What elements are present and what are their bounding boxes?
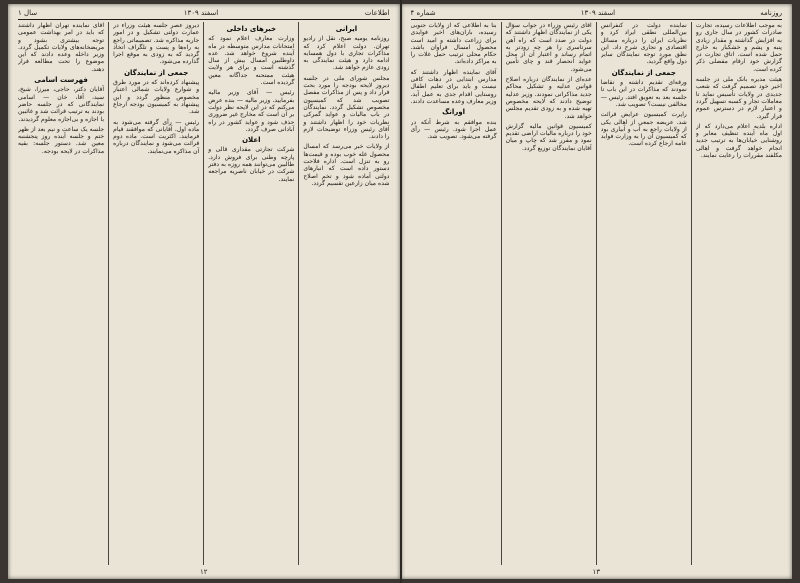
article-heading: جمعی از نمایندگان: [611, 68, 676, 77]
right-page-column-2: [601, 22, 692, 565]
article-paragraph: آقایان دکتر، حاجی، میرزا، شیخ، سید، آقا، خان — اسامی نمایندگانی که در جلسه حاضر بودند به ترتیب قرائت شد و غائبین با اجازه و بی‌اجازه معلوم گردیدند.: [18, 86, 105, 123]
article-paragraph: شرکت تجارتی مقداری قالی و پارچه وطنی برای فروش دارد. طالبین می‌توانند همه روزه به دفتر شرکت در خیابان ناصریه مراجعه نمایند.: [208, 146, 295, 183]
right-page-column-3: [506, 22, 597, 565]
article-paragraph: رئیس — رأی گرفته می‌شود به ماده اول. آقایانی که موافقند قیام فرمایند. اکثریت است. ماده دوم قرائت می‌شود و نمایندگان درباره آن مذاکره می‌نمایند.: [113, 118, 200, 155]
article-paragraph: ورقه‌ای تقدیم داشته و تقاضا نمودند که مذاکرات در این باب تا جلسه بعد به تعویق افتد. رئیس — مخالفی نیست؟ تصویب شد.: [600, 79, 687, 108]
article-paragraph: بنا به اطلاعی که از ولایات جنوبی رسیده، باران‌های اخیر فوایدی برای زراعت داشته و امید است محصول امسال فراوان باشد. حکام محلی ترتیب حمل غلات را به مراکز داده‌اند.: [410, 22, 497, 66]
left-page-column-2: [208, 22, 299, 565]
right-columns: [411, 22, 783, 565]
article-paragraph: مجلس شورای ملی در جلسه دیروز لایحه بودجه را مورد بحث قرار داد و پس از مذاکرات مفصل تصویب شد که کمیسیون مخصوص تشکیل گردد. نمایندگان در باب مالیات و عواید گمرکی نظریات خود را اظهار داشتند و آقای رئیس وزراء توضیحات لازم را دادند.: [303, 74, 390, 141]
right-page-column-1: [696, 22, 782, 565]
article-paragraph: دیروز عصر جلسه هیئت وزراء در عمارت دولتی تشکیل و در امور جاریه مذاکره شد. تصمیماتی راجع به راه‌ها و پست و تلگراف اتخاذ گردید که به زودی به موقع اجرا گذارده می‌شود.: [113, 22, 200, 66]
article-paragraph: به موجب اطلاعات رسیده، تجارت صادرات کشور در سال جاری رو به افزایش گذاشته و مقدار زیادی پنبه و پشم و خشکبار به خارج حمل شده است. اتاق تجارت در گزارش خود ارقام مفصلی ذکر کرده است.: [695, 22, 782, 73]
right-page: [401, 4, 793, 579]
left-header-center: اسفند ۱۳۰۹: [183, 9, 219, 17]
article-paragraph: جلسه یک ساعت و نیم بعد از ظهر ختم و جلسه آینده روز پنجشنبه معین شد. دستور جلسه: بقیه مذاکرات در لایحه بودجه.: [18, 125, 105, 155]
left-page: [8, 4, 401, 579]
left-page-column-1: [303, 22, 389, 565]
article-paragraph: وزارت معارف اعلام نمود که امتحانات مدارس متوسطه در ماه آینده شروع خواهد شد. عده داوطلبین امسال بیش از سال گذشته است و برای هر ولایت هیئت ممتحنه جداگانه معین گردیده است.: [208, 35, 295, 87]
article-heading: فهرست اسامی: [34, 76, 88, 85]
article-paragraph: کمیسیون قوانین مالیه گزارش خود را درباره مالیات اراضی تقدیم نمود و مقرر شد که چاپ و میان آقایان نمایندگان توزیع گردد.: [505, 122, 592, 152]
left-folio: ۱۲: [199, 568, 208, 576]
left-page-column-3: [113, 22, 204, 565]
article-paragraph: آقای نماینده اظهار داشتند که مدارس ابتدایی در دهات کافی نیست و باید برای تعلیم اطفال روستایی اقدام جدی به عمل آید. وزیر معارف وعده مساعدت دادند.: [410, 68, 497, 105]
article-paragraph: آقای نماینده تهران اظهار داشتند که باید در امر بهداشت عمومی توجه بیشتری بشود و مریضخانه‌های ولایات تکمیل گردد. وزیر داخله وعده دادند که این موضوع را تحت مطالعه قرار دهند.: [18, 22, 105, 73]
article-paragraph: نماینده دولت در کنفرانس بین‌المللی نطقی ایراد کرد و نظریات ایران را درباره مسائل اقتصادی و تجاری شرح داد. این نطق مورد توجه نمایندگان سایر دول واقع گردید.: [600, 22, 687, 66]
right-page-column-4: [411, 22, 502, 565]
article-paragraph: روزنامه یومیه صبح، نقل از رادیو تهران. دولت اعلام کرد که مذاکرات تجاری با دول همسایه ادامه دارد و هیئت نمایندگی به زودی عازم خواهد شد.: [303, 35, 390, 72]
article-paragraph: راپرت کمیسیون عرایض قرائت شد. عریضه جمعی از اهالی یکی از ولایات راجع به آب و آبیاری بود که کمیسیون آن را به وزارت فواید عامه ارجاع کرده است.: [600, 111, 687, 148]
right-running-head: [411, 7, 783, 20]
article-paragraph: هیئت مدیره بانک ملی در جلسه اخیر خود تصمیم گرفت که شعب جدیدی در ولایات تأسیس نماید تا معاملات تجار و کسبه تسهیل گردد و اعتبار لازم در دسترس عموم قرار گیرد.: [695, 76, 782, 120]
article-heading: ایرانی: [335, 25, 358, 33]
right-header-left: شماره ۴: [410, 9, 436, 17]
article-paragraph: بنده موافقم به شرط آنکه در عمل اجرا شود. رئیس — رأی گرفته می‌شود. تصویب شد.: [410, 118, 497, 141]
left-columns: [18, 22, 390, 565]
right-header-center: اسفند ۱۳۰۹: [580, 9, 616, 17]
article-heading: اعلان: [242, 136, 261, 145]
article-heading: اورانگ: [442, 108, 466, 117]
article-paragraph: اداره بلدیه اعلام می‌دارد که از اول ماه آینده تنظیف معابر و روشنایی خیابان‌ها به ترتیب جدید انجام خواهد گرفت و اهالی مکلفند مقررات را رعایت نمایند.: [695, 122, 782, 160]
page-gutter: [400, 0, 402, 583]
right-folio: ۱۳: [592, 568, 601, 576]
article-heading: جمعی از نمایندگان: [124, 68, 189, 77]
article-paragraph: پیشنهاد کرده‌اند که در مورد طرق و شوارع ولایات شمالی اعتبار مخصوص منظور گردد و این پیشنهاد به کمیسیون بودجه ارجاع شد.: [113, 79, 200, 116]
article-paragraph: عده‌ای از نمایندگان درباره اصلاح قوانین عدلیه و تشکیل محاکم جدید مذاکراتی نمودند. وزیر عدلیه توضیح دادند که لایحه مخصوص تهیه شده و به زودی تقدیم مجلس خواهد شد.: [505, 76, 592, 120]
left-running-head: [18, 7, 390, 20]
article-heading: خبرهای داخلی: [226, 25, 277, 33]
left-page-column-4: [18, 22, 109, 565]
left-header-left: سال ۱: [18, 9, 38, 17]
right-header-right: روزنامه: [760, 9, 782, 17]
left-header-right: اطلاعات: [364, 9, 390, 17]
article-paragraph: آقای رئیس وزراء در جواب سؤال یکی از نمایندگان اظهار داشتند که دولت در صدد است که راه آهن سرتاسری را هر چه زودتر به اتمام رساند و اعتبار آن از محل عواید انحصار قند و چای تأمین می‌شود.: [505, 22, 592, 73]
article-paragraph: از ولایات خبر می‌رسد که امسال محصول غله خوب بوده و قیمت‌ها رو به تنزل است. اداره فلاحت دستور داده است که انبارهای دولتی آماده شود و تخم اصلاح شده میان زارعین تقسیم گردد.: [303, 143, 390, 187]
article-paragraph: رئیس — آقای وزیر مالیه بفرمایید. وزیر مالیه — بنده عرض می‌کنم که در این لایحه نظر دولت بر آن است که مخارج غیر ضروری حذف شود و عواید کشور در راه آبادانی صرف گردد.: [208, 89, 295, 133]
